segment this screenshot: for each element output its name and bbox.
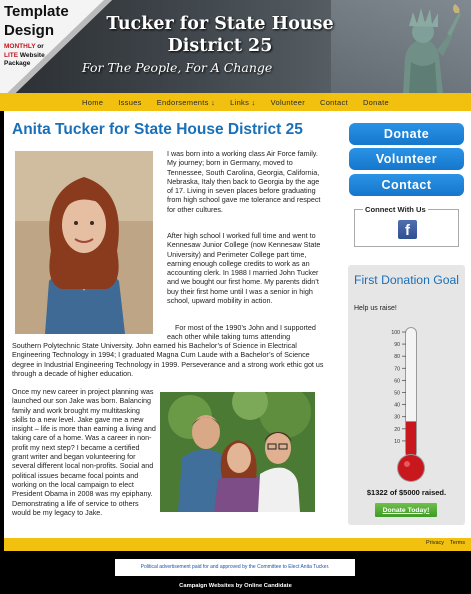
thermometer-tick-label: 30: [394, 414, 400, 421]
connect-with-us-box: [354, 205, 459, 247]
footer-bar: [4, 538, 471, 551]
nav-endorsements[interactable]: Endorsements ↓: [156, 97, 216, 107]
family-photo: [160, 392, 315, 512]
thermometer-tick-label: 20: [394, 426, 400, 433]
donate-today-button[interactable]: Donate Today!: [375, 503, 437, 517]
thermometer-tick-label: 70: [394, 366, 400, 373]
statue-of-liberty-image: [383, 0, 463, 93]
bio-paragraph-1: I was born into a working class Air Force family. My journey; born in Germany, moved to Tennessee, South Carolina, Georgia, California, Nebraska, Italy then back to Georgia by the age of 17. Living in seven places before graduating from high school gave me tolerance and respect for other cultures.: [167, 149, 321, 214]
ribbon-website: Website: [18, 51, 45, 59]
bio-paragraph-4: Once my new career in project planning was launched our son Jake was born. Balancing family and work brought my multitasking skills to a new level. Jake gave me a new insight – life is more than earning a living and taking care of a home. Was a career in non-profit my next step? I became a certified grant writer and began volunteering for several different local non-profits. Social and political issues became focal points and working on the local campaign to elect President Obama in 2008 was my epiphany. Demonstrating a life of service to others would be my legacy to Jake.: [12, 387, 156, 517]
template-design-ribbon[interactable]: [0, 0, 112, 108]
volunteer-button[interactable]: Volunteer: [349, 148, 464, 170]
bio-paragraph-3-end: Southern Polytechnic State University. John earned his Bachelor’s of Science in Electrical Engineering Technology in 1994; I graduated Magna Cum Laude with a Bachelor’s of Science degree in Industrial Engineering Technology in 1999. Perseverance and a strong work ethic got us through a decade of higher education.: [12, 341, 324, 378]
header-title-line2: District 25: [167, 36, 273, 56]
donate-button[interactable]: Donate: [349, 123, 464, 145]
thermometer-fill: [406, 421, 416, 459]
donation-goal-widget: [348, 265, 465, 525]
ribbon-small-text: [4, 43, 104, 69]
contact-button[interactable]: Contact: [349, 174, 464, 196]
header-slogan: For The People, For A Change: [82, 60, 273, 75]
political-disclaimer: Political advertisement paid for and approved by the Committee to Elect Anita Tucker.: [115, 559, 355, 576]
bio-paragraph-3-start: For most of the 1990’s John and I supported each other while taking turns attending: [167, 323, 316, 342]
ribbon-or: or: [35, 43, 44, 50]
ribbon-lite: LITE: [4, 51, 19, 59]
ribbon-monthly: MONTHLY: [4, 43, 36, 50]
main-content: [4, 111, 471, 549]
thermometer-tick-label: 100: [391, 330, 400, 336]
nav-volunteer[interactable]: Volunteer: [270, 97, 305, 107]
thermometer-tick-label: 40: [394, 402, 400, 409]
goal-raised-text: $1322 of $5000 raised.: [366, 488, 447, 497]
thermometer-tick-label: 60: [394, 378, 400, 385]
ribbon-line1: Template: [4, 3, 69, 20]
thermometer-graphic: [348, 320, 465, 485]
nav-home[interactable]: Home: [82, 97, 104, 107]
goal-subtitle: Help us raise!: [354, 305, 397, 312]
connect-with-us-label: Connect With Us: [365, 205, 426, 214]
thermometer-bulb: [398, 455, 424, 481]
terms-link[interactable]: Terms: [450, 540, 465, 546]
thermometer-tick-label: 50: [394, 390, 400, 397]
goal-title: First Donation Goal: [354, 273, 459, 287]
main-nav: [0, 93, 471, 111]
privacy-link[interactable]: Privacy: [425, 540, 445, 546]
ribbon-line2: Design: [4, 22, 55, 39]
thermometer-tick-label: 90: [394, 342, 400, 349]
nav-issues[interactable]: Issues: [118, 97, 142, 107]
nav-contact[interactable]: Contact: [320, 97, 348, 107]
nav-donate[interactable]: Donate: [362, 97, 389, 107]
facebook-icon[interactable]: f: [398, 220, 417, 239]
page-title: Anita Tucker for State House District 25: [12, 121, 303, 138]
candidate-portrait-photo: [15, 151, 153, 334]
header-title-line1: Tucker for State House: [106, 14, 334, 34]
site-credit[interactable]: Campaign Websites by Online Candidate: [179, 583, 292, 589]
header-title: [80, 13, 360, 57]
thermometer-tick-label: 10: [394, 438, 400, 445]
bio-paragraph-2: After high school I worked full time and went to Kennesaw Junior College (now Kennesaw State University) and Perimeter College part time, earning enough college credits to work as an accounting clerk. In 1988 I married John Tucker and we bought our first home. My parents didn’t buy their first home until I was a senior in high school, upward mobility in action.: [167, 231, 321, 306]
nav-links[interactable]: Links ↓: [230, 97, 256, 107]
ribbon-package: Package: [4, 60, 31, 67]
thermometer-bulb-highlight: [404, 461, 410, 467]
thermometer-tick-label: 80: [394, 354, 400, 361]
